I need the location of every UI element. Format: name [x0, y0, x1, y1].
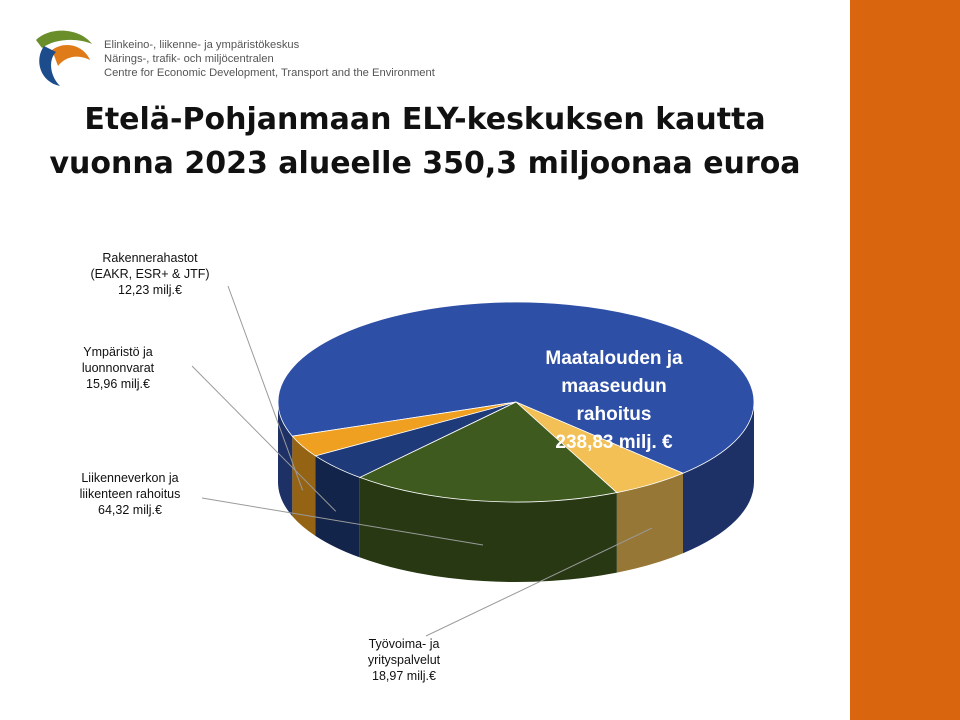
label-ymparisto-line-1: Ympäristö ja	[83, 345, 153, 359]
title-line-1: Etelä-Pohjanmaan ELY-keskuksen kautta	[84, 102, 766, 137]
org-line-sv: Närings-, trafik- och miljöcentralen	[104, 53, 274, 65]
label-maatalous-line-3: rahoitus	[576, 404, 652, 425]
label-tyovoima-line-1: Työvoima- ja	[368, 637, 440, 651]
label-rakenne-line-1: Rakennerahastot	[102, 251, 198, 265]
label-rakenne-line-2: (EAKR, ESR+ & JTF)	[90, 267, 210, 281]
label-ymparisto-line-2: luonnonvarat	[81, 361, 155, 375]
label-rakenne-line-3: 12,23 milj.€	[118, 283, 182, 297]
title-line-2: vuonna 2023 alueelle 350,3 miljoonaa euroa	[49, 146, 801, 181]
label-tyovoima-line-2: yrityspalvelut	[367, 653, 441, 667]
label-maatalous-line-1: Maatalouden ja	[545, 348, 683, 369]
label-liikenne-line-2: liikenteen rahoitus	[79, 487, 181, 501]
pie-tops	[278, 302, 754, 502]
label-liikenne-line-1: Liikenneverkon ja	[81, 471, 179, 485]
label-maatalous-line-4: 238,83 milj. €	[555, 432, 673, 453]
org-line-en: Centre for Economic Development, Transport and the Environment	[104, 67, 435, 79]
label-tyovoima-line-3: 18,97 milj.€	[372, 669, 436, 683]
label-liikenne-line-3: 64,32 milj.€	[98, 503, 162, 517]
label-maatalous-line-2: maaseudun	[561, 376, 667, 397]
org-line-fi: Elinkeino-, liikenne- ja ympäristökeskus	[104, 39, 300, 51]
label-ymparisto-line-3: 15,96 milj.€	[86, 377, 150, 391]
orange-side-band	[850, 0, 960, 720]
